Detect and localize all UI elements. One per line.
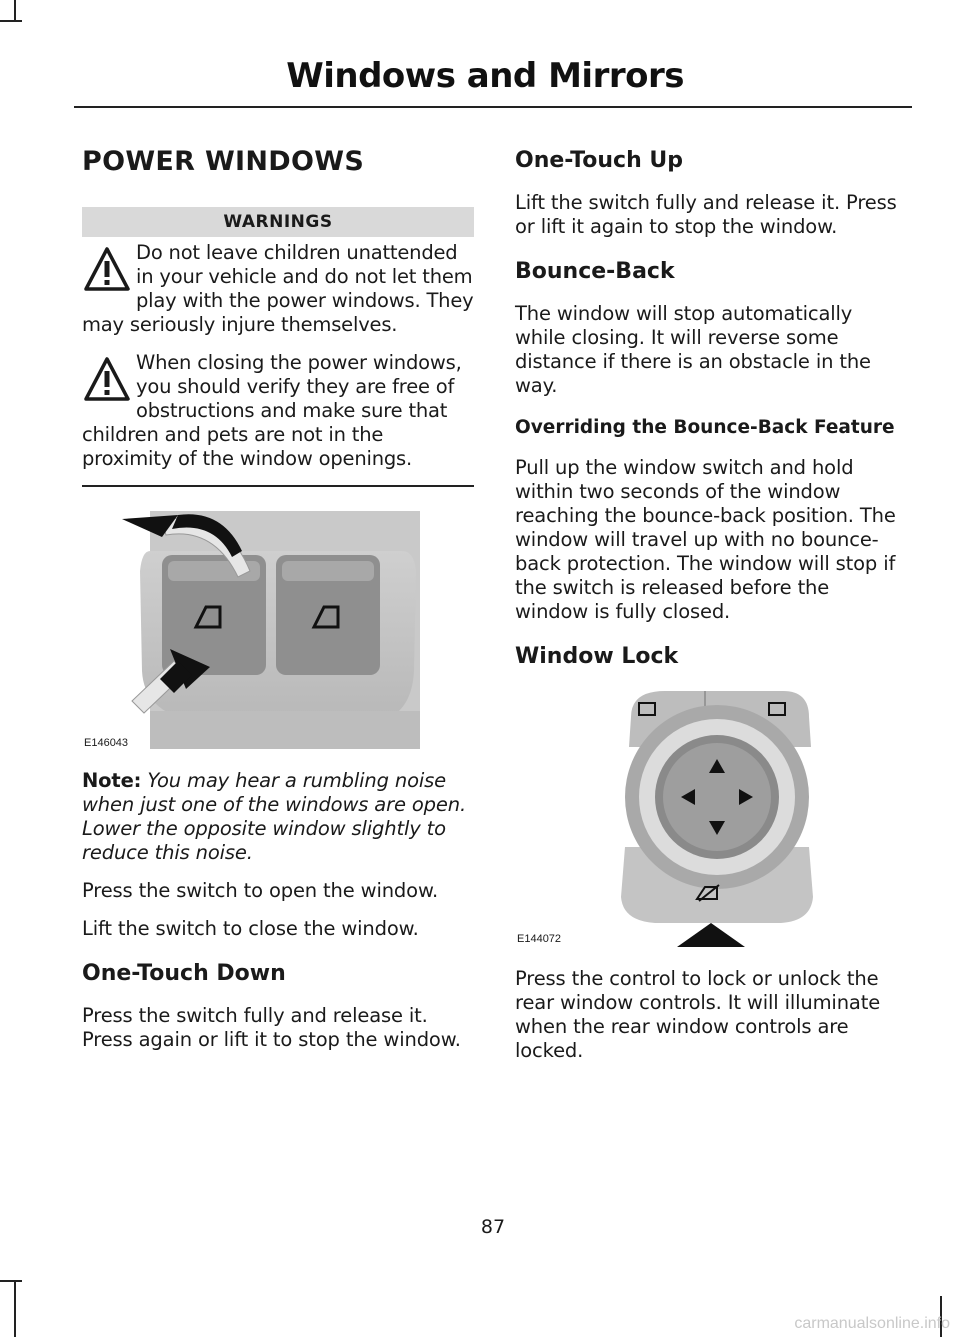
crop-mark xyxy=(14,1280,16,1337)
paragraph-one-touch-up: Lift the switch fully and release it. Press or lift it again to stop the window. xyxy=(515,191,897,238)
heading-one-touch-down: One-Touch Down xyxy=(82,960,286,986)
warning-2-text: When closing the power windows, you should verify they are free of obstructions and make sure that children and pets are not in the proximity of the window openings. xyxy=(82,351,462,470)
note-label: Note: xyxy=(82,768,142,792)
note-paragraph xyxy=(82,769,474,865)
paragraph-window-lock: Press the control to lock or unlock the rear window controls. It will illuminate when the rear window controls are locked. xyxy=(515,967,881,1062)
heading-one-touch-up: One-Touch Up xyxy=(515,148,684,173)
warning-divider xyxy=(82,485,474,487)
crop-mark xyxy=(0,1280,22,1282)
watermark: carmanualsonline.info xyxy=(794,1315,950,1332)
paragraph-close: Lift the switch to close the window. xyxy=(82,916,419,940)
warning-triangle-icon xyxy=(82,245,132,295)
paragraph-one-touch-down: Press the switch fully and release it. Press again or lift it to stop the window. xyxy=(82,1003,461,1051)
figure-label: E146043 xyxy=(84,736,129,749)
crop-mark xyxy=(0,20,22,22)
window-lock-control-illustration xyxy=(515,687,907,947)
paragraph-open: Press the switch to open the window. xyxy=(82,878,438,902)
warnings-heading: WARNINGS xyxy=(82,207,474,237)
arrow-up-icon xyxy=(677,923,745,947)
paragraph-override: Pull up the window switch and hold within two seconds of the window reaching the bounce-back position. The window will travel up with no bounce-back protection. The window will stop if the switch is released before the window is fully closed. xyxy=(515,456,896,623)
figure-label: E144072 xyxy=(517,933,562,945)
warning-1-text: Do not leave children unattended in your vehicle and do not let them play with the power windows. They may seriously injure themselves. xyxy=(82,241,474,336)
chapter-title: Windows and Mirrors xyxy=(286,56,684,96)
figure-rear-window-switches xyxy=(82,511,474,749)
figure-window-lock-control xyxy=(515,687,907,947)
crop-mark xyxy=(14,0,16,22)
warning-1 xyxy=(82,241,474,337)
left-column xyxy=(82,140,474,1066)
note-text: You may hear a rumbling noise when just one of the windows are open. Lower the opposite window slightly to reduce this noise. xyxy=(82,768,466,864)
paragraph-bounce-back: The window will stop automatically while closing. It will reverse some distance if there is an obstacle in the way. xyxy=(515,302,871,397)
page-number: 87 xyxy=(480,1216,506,1238)
right-column xyxy=(515,142,907,1077)
warning-triangle-icon xyxy=(82,355,132,405)
section-title: POWER WINDOWS xyxy=(82,146,365,177)
heading-bounce-back: Bounce-Back xyxy=(515,259,675,284)
rear-console-illustration xyxy=(82,511,474,749)
heading-override: Overriding the Bounce-Back Feature xyxy=(515,417,895,438)
warning-2 xyxy=(82,351,474,471)
heading-window-lock: Window Lock xyxy=(515,644,679,669)
header-divider xyxy=(74,106,912,108)
